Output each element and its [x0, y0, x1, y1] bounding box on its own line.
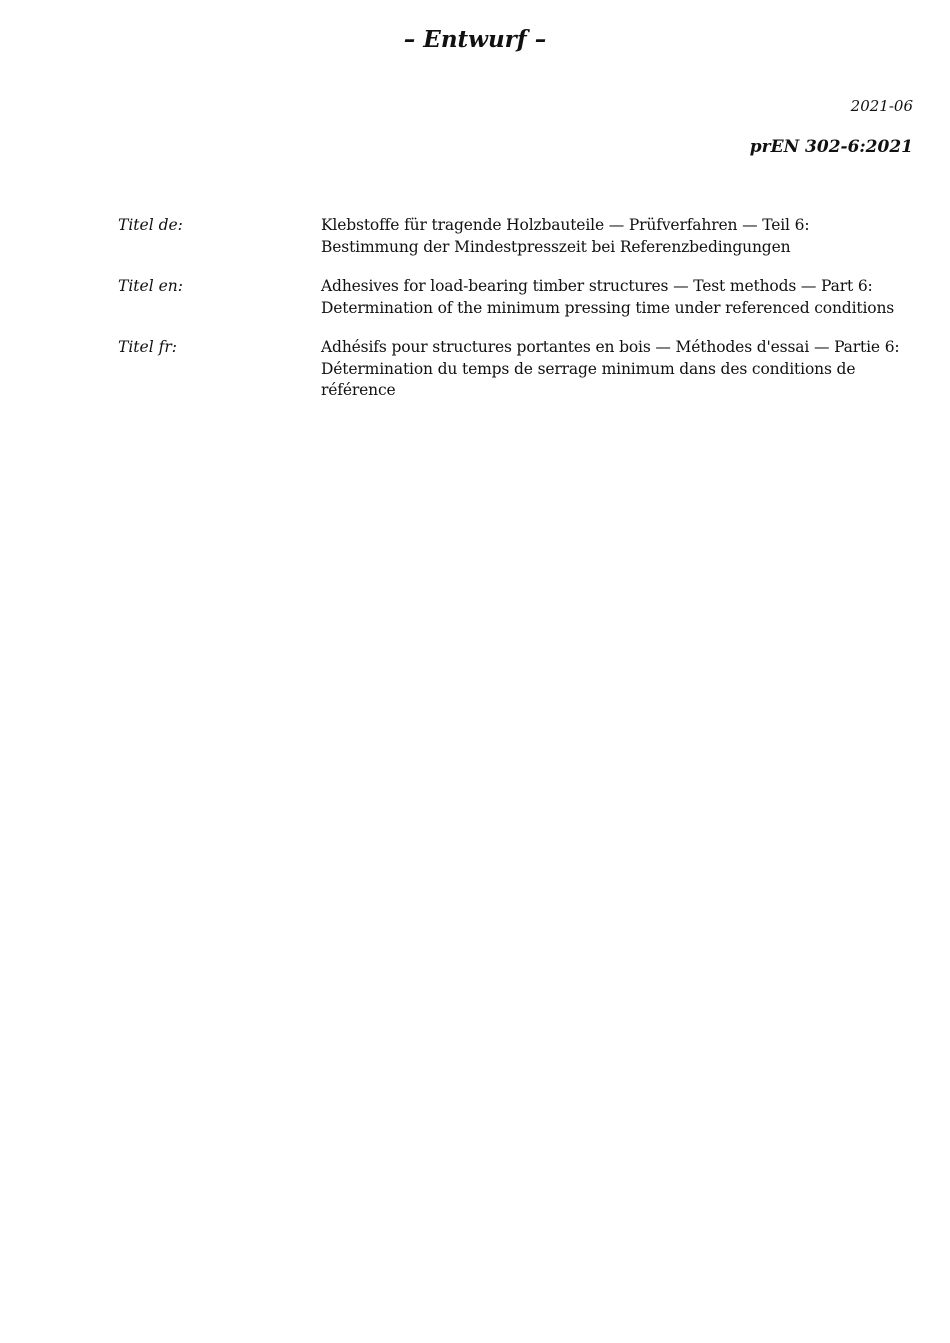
title-text-en — [321, 276, 918, 319]
title-row-fr — [118, 337, 918, 402]
title-row-de — [118, 215, 918, 258]
title-line: référence — [321, 381, 396, 399]
title-text-de — [321, 215, 918, 258]
title-label-fr: Titel fr: — [118, 338, 177, 356]
title-line: Bestimmung der Mindestpresszeit bei Referenzbedingungen — [321, 237, 791, 256]
title-text-fr — [321, 337, 918, 402]
title-row-en — [118, 276, 918, 319]
title-label-de: Titel de: — [118, 216, 183, 234]
title-line: Klebstoffe für tragende Holzbauteile — Prüfverfahren — Teil 6: — [321, 216, 810, 234]
title-label-en: Titel en: — [118, 277, 183, 295]
title-line: Determination of the minimum pressing time under referenced conditions — [321, 298, 895, 317]
draft-heading: – Entwurf – — [403, 26, 547, 53]
document-number: prEN 302-6:2021 — [749, 137, 913, 157]
title-line: Détermination du temps de serrage minimum dans des conditions de — [321, 359, 856, 378]
title-block — [118, 215, 918, 420]
title-line: Adhésifs pour structures portantes en bois — Méthodes d'essai — Partie 6: — [321, 338, 900, 356]
document-date: 2021-06 — [850, 97, 913, 115]
title-line: Adhesives for load-bearing timber structures — Test methods — Part 6: — [321, 277, 873, 295]
